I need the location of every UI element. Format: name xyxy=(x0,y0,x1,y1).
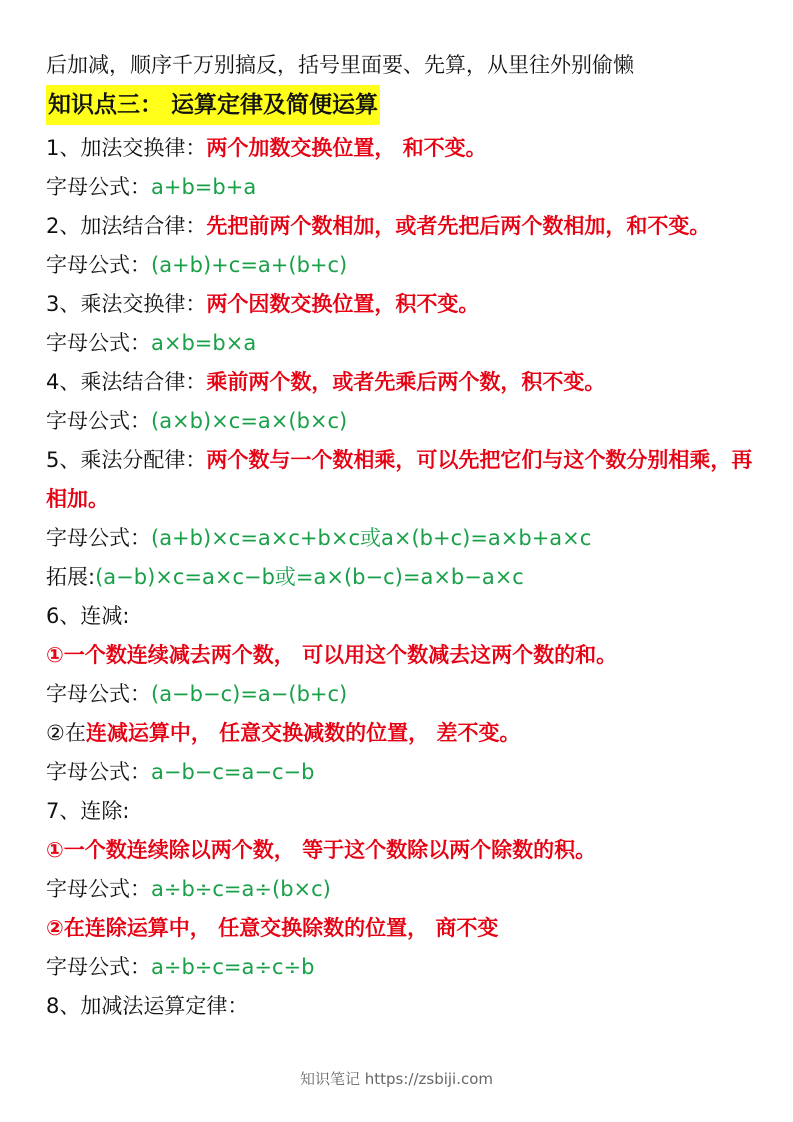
footer-watermark: 知识笔记 https://zsbiji.com xyxy=(299,1070,494,1088)
document-body xyxy=(46,46,766,1026)
division-title: 7、连除: xyxy=(46,799,130,823)
formula-text: (a−b−c)=a−(b+c) xyxy=(151,682,348,706)
formula-5 xyxy=(46,519,766,558)
extension-label: 拓展: xyxy=(46,565,96,589)
formula-text: a÷b÷c=a÷c÷b xyxy=(151,955,315,979)
rule-label: 4、乘法结合律： xyxy=(46,370,207,394)
formula-2 xyxy=(46,246,766,285)
formula-label: 字母公式： xyxy=(46,409,151,433)
division-rule-1: ①一个数连续除以两个数， 等于这个数除以两个除数的积。 xyxy=(46,838,597,862)
rule-text: 两个因数交换位置，积不变。 xyxy=(206,292,480,316)
rule-label: 5、乘法分配律： xyxy=(46,448,207,472)
formula-text: (a+b)+c=a+(b+c) xyxy=(151,253,348,277)
rule-2 xyxy=(46,207,766,246)
subtraction-title: 6、连减: xyxy=(46,604,130,628)
formula-text: (a×b)×c=a×(b×c) xyxy=(151,409,348,433)
formula-label: 字母公式： xyxy=(46,526,151,550)
rule-5 xyxy=(46,441,766,519)
rule-label: 1、加法交换律： xyxy=(46,136,207,160)
rule-text: 乘前两个数，或者先乘后两个数，积不变。 xyxy=(206,370,606,394)
rule-text: 连减运算中， 任意交换减数的位置， 差不变。 xyxy=(85,721,521,745)
formula-label: 字母公式： xyxy=(46,955,151,979)
rule-label: 3、乘法交换律： xyxy=(46,292,207,316)
division-rule-2: ②在连除运算中， 任意交换除数的位置， 商不变 xyxy=(46,916,499,940)
formula-label: 字母公式： xyxy=(46,175,151,199)
rule-text: 两个数与一个数相乘，可以先把它们与这个数分别相乘，再相加。 xyxy=(46,448,753,511)
rule-label: 2、加法结合律： xyxy=(46,214,207,238)
formula-text: a−b−c=a−c−b xyxy=(151,760,315,784)
subtraction-formula-2 xyxy=(46,753,766,792)
formula-label: 字母公式： xyxy=(46,760,151,784)
section-heading: 知识点三： 运算定律及简便运算 xyxy=(46,85,380,125)
subtraction-formula-1 xyxy=(46,675,766,714)
subtraction-rule-1: ①一个数连续减去两个数， 可以用这个数减去这两个数的和。 xyxy=(46,643,618,667)
formula-text: a+b=b+a xyxy=(151,175,257,199)
extension-formula: (a−b)×c=a×c−b或=a×(b−c)=a×b−a×c xyxy=(95,565,524,589)
intro-line: 后加减，顺序千万别搞反，括号里面要、先算，从里往外别偷懒 xyxy=(46,53,634,77)
formula-label: 字母公式： xyxy=(46,682,151,706)
rule-1 xyxy=(46,129,766,168)
subtraction-rule-2 xyxy=(46,714,766,753)
formula-label: 字母公式： xyxy=(46,331,151,355)
extension-line xyxy=(46,558,766,597)
section-heading-row xyxy=(46,85,766,129)
formula-3 xyxy=(46,324,766,363)
rule-3 xyxy=(46,285,766,324)
formula-label: 字母公式： xyxy=(46,877,151,901)
rule-prefix: ②在 xyxy=(46,721,86,745)
formula-1 xyxy=(46,168,766,207)
division-formula-1 xyxy=(46,870,766,909)
rule-text: 先把前两个数相加，或者先把后两个数相加，和不变。 xyxy=(206,214,711,238)
formula-label: 字母公式： xyxy=(46,253,151,277)
rule-text: 两个加数交换位置， 和不变。 xyxy=(206,136,487,160)
division-formula-2 xyxy=(46,948,766,987)
formula-text: (a+b)×c=a×c+b×c或a×(b+c)=a×b+a×c xyxy=(151,526,592,550)
formula-text: a×b=b×a xyxy=(151,331,257,355)
rule-4 xyxy=(46,363,766,402)
item-8-title: 8、加减法运算定律： xyxy=(46,994,249,1018)
formula-text: a÷b÷c=a÷(b×c) xyxy=(151,877,331,901)
formula-4 xyxy=(46,402,766,441)
